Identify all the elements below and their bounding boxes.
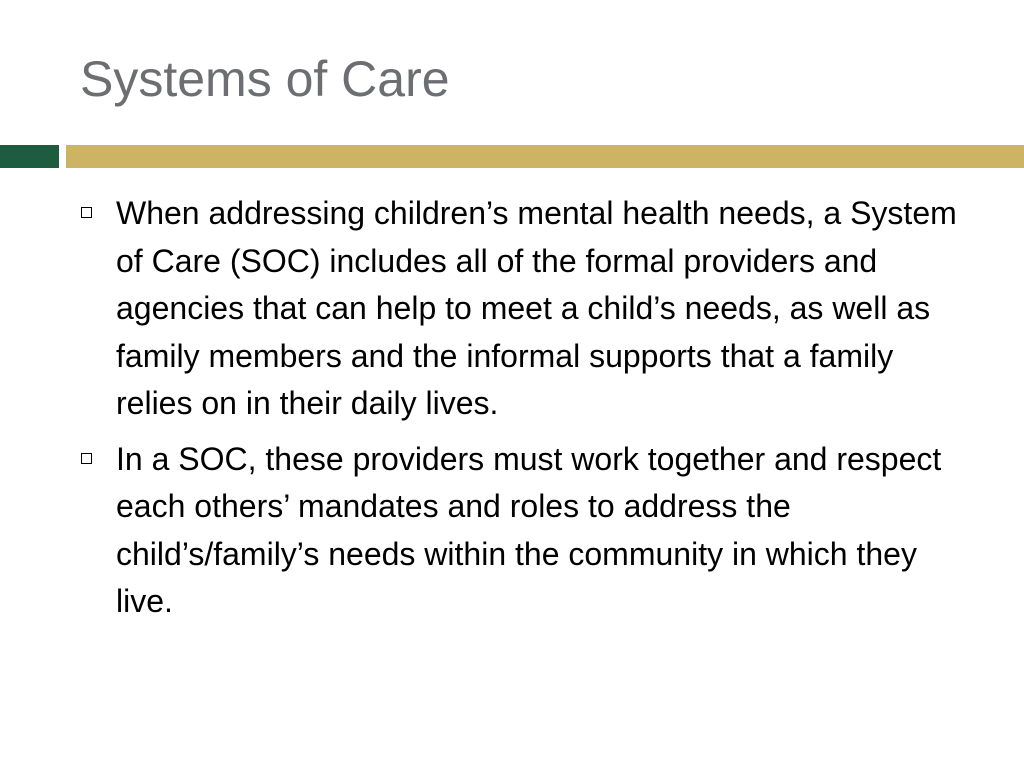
accent-bar-gold (66, 145, 1024, 168)
bullet-text: When addressing children’s mental health needs, a System of Care (SOC) includes all of the formal providers and agencies that can help to meet a child’s needs, as well as family members and the informal supports that a family relies on in their daily lives. (116, 195, 957, 421)
bullet-list (78, 190, 978, 634)
bullet-item (78, 436, 978, 626)
slide-title: Systems of Care (80, 51, 450, 107)
hollow-square-bullet-icon (81, 207, 92, 218)
bullet-text: In a SOC, these providers must work together and respect each others’ mandates and roles to address the child’s/family’s needs within the community in which they live. (116, 440, 942, 619)
bullet-item (78, 190, 978, 428)
accent-bar-green (0, 145, 59, 168)
hollow-square-bullet-icon (81, 453, 92, 464)
